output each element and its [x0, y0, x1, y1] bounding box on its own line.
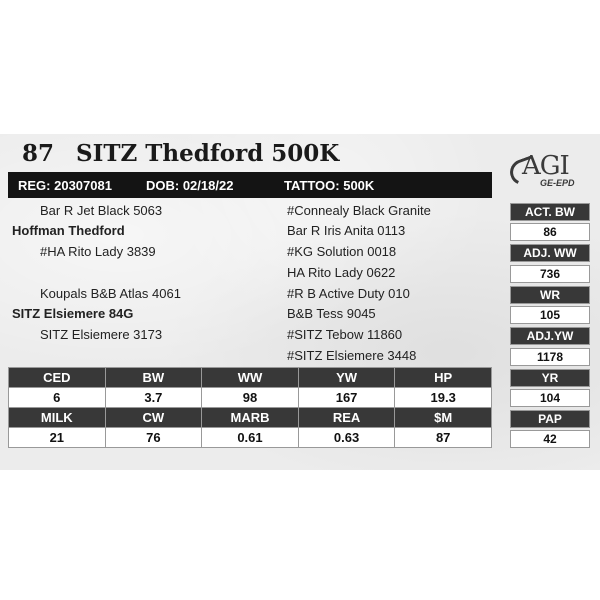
perf-label-wr: WR	[510, 286, 590, 304]
pedigree-ancestor: Bar R Iris Anita 0113	[287, 223, 406, 238]
lot-number: 87	[22, 140, 55, 167]
perf-label-yr: YR	[510, 369, 590, 387]
epd-value-rea: 0.63	[298, 428, 395, 448]
epd-value-yw: 167	[298, 388, 395, 408]
perf-label-act-bw: ACT. BW	[510, 203, 590, 221]
agi-logo	[508, 153, 588, 193]
epd-label-marb: MARB	[202, 408, 299, 428]
epd-label-hp: HP	[395, 368, 492, 388]
pedigree-sire-dam: #HA Rito Lady 3839	[40, 244, 156, 259]
tattoo: TATTOO: 500K	[284, 178, 375, 193]
epd-table	[8, 367, 492, 448]
perf-value-pap: 42	[510, 430, 590, 448]
logo-brand: AGI	[522, 151, 569, 181]
epd-label-yw: YW	[298, 368, 395, 388]
epd-value-row	[9, 388, 492, 408]
lot-title	[22, 140, 339, 170]
epd-value-milk: 21	[9, 428, 106, 448]
pedigree-ancestor: #Connealy Black Granite	[287, 203, 431, 218]
pedigree-dam-sire: Koupals B&B Atlas 4061	[40, 286, 181, 301]
pedigree-ancestor: #KG Solution 0018	[287, 244, 397, 259]
epd-label-bw: BW	[105, 368, 202, 388]
epd-value-row	[9, 428, 492, 448]
pedigree-dam: SITZ Elsiemere 84G	[12, 306, 134, 321]
pedigree-ancestor: #SITZ Tebow 11860	[287, 327, 403, 342]
epd-value-dollar-m: 87	[395, 428, 492, 448]
epd-value-hp: 19.3	[395, 388, 492, 408]
pedigree-sire-sire: Bar R Jet Black 5063	[40, 203, 163, 218]
perf-label-adj-yw: ADJ.YW	[510, 327, 590, 345]
perf-value-yr: 104	[510, 389, 590, 407]
pedigree-dam-dam: SITZ Elsiemere 3173	[40, 327, 163, 342]
perf-value-adj-ww: 736	[510, 265, 590, 283]
epd-label-rea: REA	[298, 408, 395, 428]
epd-label-ced: CED	[9, 368, 106, 388]
date-of-birth: DOB: 02/18/22	[146, 178, 234, 193]
perf-value-act-bw: 86	[510, 223, 590, 241]
registration-bar	[8, 172, 492, 198]
epd-label-cw: CW	[105, 408, 202, 428]
pedigree-ancestor: HA Rito Lady 0622	[287, 265, 396, 280]
pedigree-ancestor: #R B Active Duty 010	[287, 286, 410, 301]
pedigree-sire: Hoffman Thedford	[12, 223, 125, 238]
animal-name: SITZ Thedford 500K	[76, 140, 340, 167]
perf-value-wr: 105	[510, 306, 590, 324]
perf-label-adj-ww: ADJ. WW	[510, 244, 590, 262]
epd-value-ced: 6	[9, 388, 106, 408]
epd-label-milk: MILK	[9, 408, 106, 428]
registration-number: REG: 20307081	[18, 178, 112, 193]
pedigree-ancestor: B&B Tess 9045	[287, 306, 376, 321]
epd-value-ww: 98	[202, 388, 299, 408]
epd-value-marb: 0.61	[202, 428, 299, 448]
epd-value-cw: 76	[105, 428, 202, 448]
epd-label-dollar-m: $M	[395, 408, 492, 428]
epd-header-row	[9, 408, 492, 428]
epd-value-bw: 3.7	[105, 388, 202, 408]
logo-subtext: GE-EPD	[540, 178, 575, 188]
perf-label-pap: PAP	[510, 410, 590, 428]
pedigree-ancestor: #SITZ Elsiemere 3448	[287, 348, 417, 363]
epd-label-ww: WW	[202, 368, 299, 388]
epd-header-row	[9, 368, 492, 388]
perf-value-adj-yw: 1178	[510, 348, 590, 366]
